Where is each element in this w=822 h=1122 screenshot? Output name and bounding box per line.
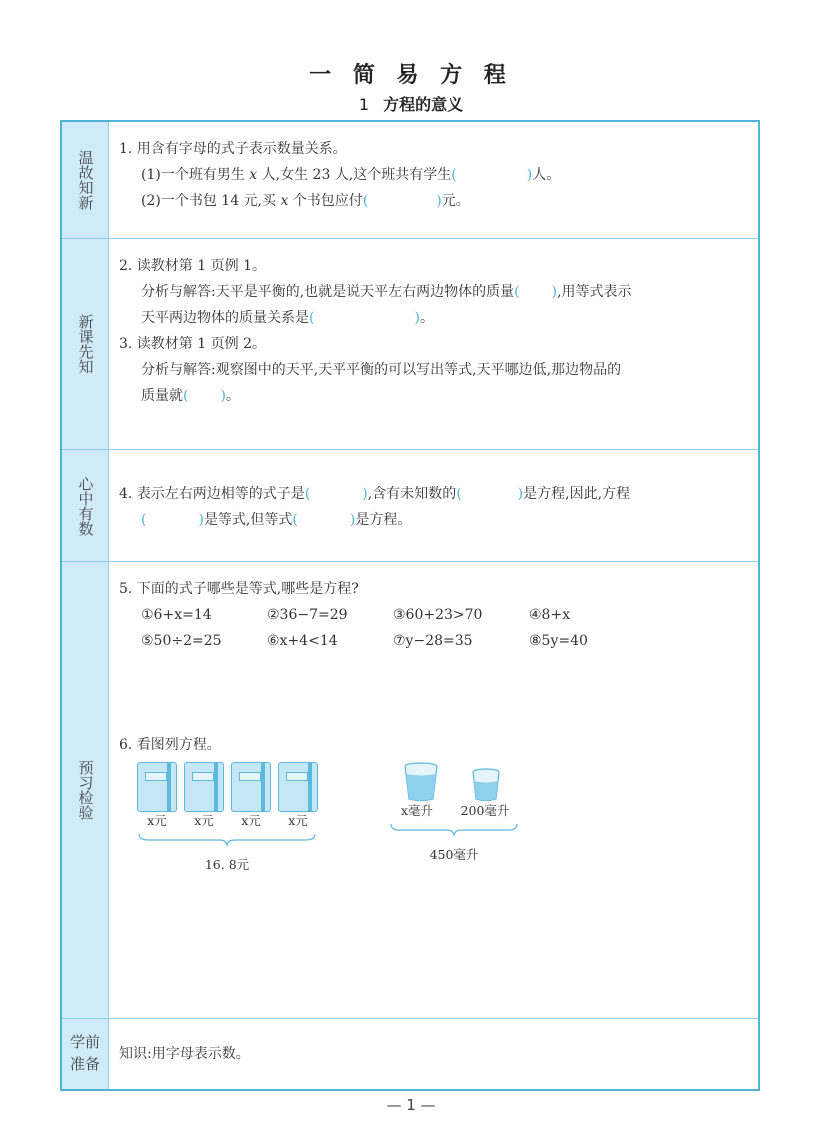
book-price-label: x元 xyxy=(147,813,167,828)
cup-volume-label: x毫升 xyxy=(400,803,434,818)
summary-content xyxy=(109,450,758,561)
answer-blank[interactable]: ( ) xyxy=(309,310,420,326)
answer-blank[interactable]: ( ) xyxy=(362,193,442,209)
expression-item: ④8+x xyxy=(529,607,571,623)
expression-list xyxy=(119,602,750,654)
row-new-lesson xyxy=(62,239,758,450)
row-review xyxy=(62,122,758,239)
row-label-prep: 学前准备 xyxy=(62,1019,109,1089)
section-title xyxy=(0,92,822,115)
question-1: 1. 用含有字母的式子表示数量关系。 xyxy=(119,141,347,157)
row-prep xyxy=(62,1019,758,1089)
preview-check-content xyxy=(109,562,758,1018)
question-5: 5. 下面的式子哪些是等式,哪些是方程? xyxy=(119,581,359,597)
notebook-icon xyxy=(184,762,224,812)
answer-blank[interactable]: ( ) xyxy=(183,388,226,404)
cup-icon xyxy=(403,762,439,802)
chapter-title: 一 简 易 方 程 xyxy=(309,63,513,88)
notebook-icon xyxy=(278,762,318,812)
question-2: 2. 读教材第 1 页例 1。 xyxy=(119,258,266,274)
expression-item: ⑦y−28=35 xyxy=(393,633,473,649)
cups-total: 450毫升 xyxy=(429,847,479,862)
brace-icon xyxy=(137,833,317,847)
row-label-review: 温故知新 xyxy=(62,122,109,238)
books-figure xyxy=(137,762,323,874)
expression-item: ⑥x+4<14 xyxy=(267,633,338,649)
answer-blank[interactable]: ( ) xyxy=(304,486,368,502)
cup-icon xyxy=(471,768,501,802)
brace-icon xyxy=(389,823,519,837)
notebook-icon xyxy=(231,762,271,812)
expression-item: ③60+23>70 xyxy=(393,607,483,623)
expression-item: ⑤50÷2=25 xyxy=(141,633,222,649)
page-number: — 1 — xyxy=(386,1096,436,1114)
cup-volume-label: 200毫升 xyxy=(460,803,510,818)
question-6: 6. 看图列方程。 xyxy=(119,737,221,753)
question-2-analysis: 分析与解答:天平是平衡的,也就是说天平左右两边物体的质量( ),用等式表示 xyxy=(141,284,632,300)
new-lesson-content xyxy=(109,239,758,449)
question-2-analysis-cont: 天平两边物体的质量关系是( )。 xyxy=(141,310,434,326)
books-total: 16. 8元 xyxy=(204,857,250,872)
expression-item: ②36−7=29 xyxy=(267,607,348,623)
question-3-analysis-cont: 质量就( )。 xyxy=(141,388,240,404)
question-3-analysis: 分析与解答:观察图中的天平,天平平衡的可以写出等式,天平哪边低,那边物品的 xyxy=(141,362,622,378)
row-summary xyxy=(62,450,758,562)
book-price-label: x元 xyxy=(194,813,214,828)
question-1-1: (1)一个班有男生 x 人,女生 23 人,这个班共有学生( )人。 xyxy=(141,167,561,183)
answer-blank[interactable]: ( ) xyxy=(141,512,204,528)
question-6-figures xyxy=(119,762,750,874)
book-price-label: x元 xyxy=(288,813,308,828)
expression-item: ⑧5y=40 xyxy=(529,633,588,649)
review-content xyxy=(109,122,758,238)
row-preview-check xyxy=(62,562,758,1019)
row-label-preview-check: 预习检验 xyxy=(62,562,109,1018)
row-label-summary: 心中有数 xyxy=(62,450,109,561)
answer-blank[interactable]: ( ) xyxy=(292,512,356,528)
question-3: 3. 读教材第 1 页例 2。 xyxy=(119,336,266,352)
answer-blank[interactable]: ( ) xyxy=(514,284,558,300)
question-1-2: (2)一个书包 14 元,买 x 个书包应付( )元。 xyxy=(141,193,470,209)
cups-figure xyxy=(389,762,529,874)
section-title-text: 方程的意义 xyxy=(383,95,464,114)
question-4: 4. 表示左右两边相等的式子是( ),含有未知数的( )是方程,因此,方程 xyxy=(119,486,631,502)
section-number: 1 xyxy=(358,95,370,114)
answer-blank[interactable]: ( ) xyxy=(456,486,524,502)
answer-blank[interactable]: ( ) xyxy=(451,167,533,183)
expression-item: ①6+x=14 xyxy=(141,607,212,623)
notebook-icon xyxy=(137,762,177,812)
question-4-cont: ( )是等式,但等式( )是方程。 xyxy=(141,512,412,528)
book-price-label: x元 xyxy=(241,813,261,828)
worksheet-table xyxy=(60,120,760,1091)
prep-text: 知识:用字母表示数。 xyxy=(119,1046,250,1062)
prep-content xyxy=(109,1019,758,1089)
row-label-new-lesson: 新课先知 xyxy=(62,239,109,449)
